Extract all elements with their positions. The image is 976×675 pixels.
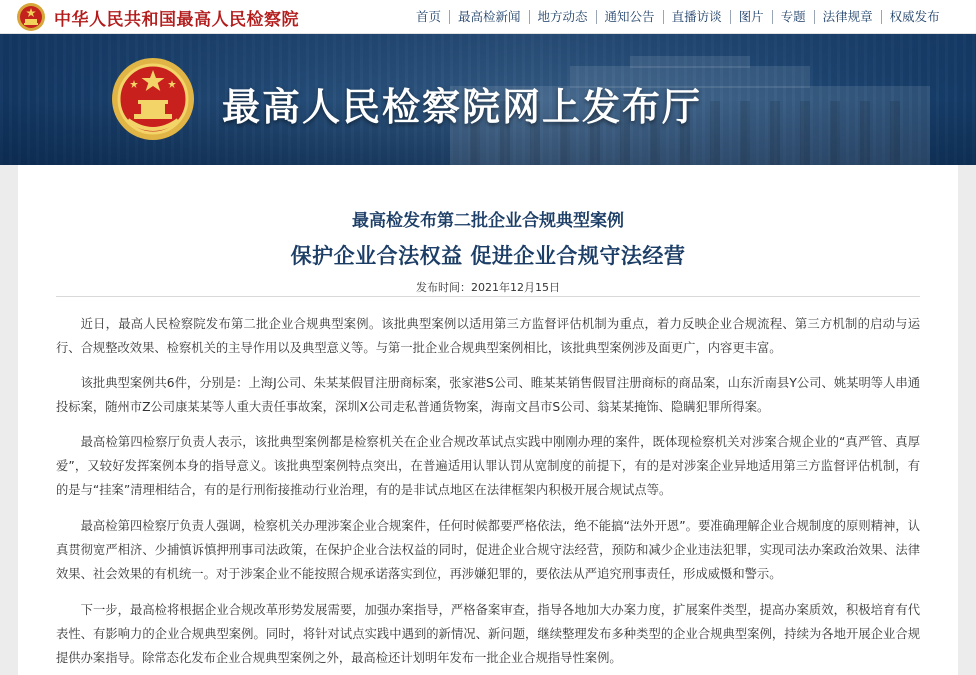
- paragraph-1: 近日，最高人民检察院发布第二批企业合规典型案例。该批典型案例以适用第三方监督评估机制为重点，着力反映企业合规流程、第三方机制的启动与运行、合规整改效果、检察机关的主导作用以及典型意义等。与第一批企业合规典型案例相比，该批典型案例涉及面更广，内容更丰富。: [56, 317, 920, 355]
- top-bar: [0, 0, 976, 34]
- publish-time: 发布时间：2021年12月15日: [416, 281, 560, 294]
- article-subtitle: 最高检发布第二批企业合规典型案例: [352, 211, 624, 231]
- paragraph-2: 该批典型案例共6件，分别是：上海J公司、朱某某假冒注册商标案，张家港S公司、睢某某销售假冒注册商标的商品案，山东沂南县Y公司、姚某明等人串通投标案，随州市Z公司康某某等人重大责任事故案，深圳X公司走私普通货物案，海南文昌市S公司、翁某某掩饰、隐瞒犯罪所得案。: [56, 376, 920, 414]
- nav-photos[interactable]: 图片: [730, 10, 772, 24]
- nav-news[interactable]: 最高检新闻: [449, 10, 529, 24]
- banner: [0, 34, 976, 165]
- divider: [56, 296, 920, 297]
- banner-title: 最高人民检察院网上发布厅: [222, 84, 703, 129]
- nav-home[interactable]: 首页: [416, 9, 442, 24]
- article-content: [18, 165, 958, 675]
- procuratorate-emblem-icon[interactable]: [16, 2, 46, 32]
- paragraph-3: 最高检第四检察厅负责人表示，该批典型案例都是检察机关在企业合规改革试点实践中刚刚办理的案件，既体现检察机关对涉案合规企业的“真严管、真厚爱”，又较好发挥案例本身的指导意义。该批典型案例特点突出，在普遍适用认罪认罚从宽制度的前提下，有的是对涉案企业异地适用第三方监督评估机制，有的是与“挂案”清理相结合，有的是行刑衔接推动行业治理，有的是非试点地区在法律框架内积极开展合规试点等。: [56, 435, 920, 497]
- site-name[interactable]: 中华人民共和国最高人民检察院: [54, 10, 299, 30]
- nav-laws[interactable]: 法律规章: [814, 10, 881, 24]
- main-nav: [408, 0, 948, 34]
- article-title: 保护企业合法权益 促进企业合规守法经营: [290, 244, 686, 268]
- nav-topics[interactable]: 专题: [772, 10, 814, 24]
- nav-live[interactable]: 直播访谈: [663, 10, 730, 24]
- paragraph-4: 最高检第四检察厅负责人强调，检察机关办理涉案企业合规案件，任何时候都要严格依法，绝不能搞“法外开恩”。要准确理解企业合规制度的原则精神，认真贯彻宽严相济、少捕慎诉慎押刑事司法政策，在保护企业合法权益的同时，促进企业合规守法经营，预防和减少企业违法犯罪，实现司法办案政治效果、法律效果、社会效果的有机统一。对于涉案企业不能按照合规承诺落实到位，再涉嫌犯罪的，要依法从严追究刑事责任，形成威慑和警示。: [56, 519, 920, 581]
- national-emblem-icon: [110, 56, 196, 142]
- nav-notices[interactable]: 通知公告: [596, 10, 663, 24]
- nav-releases[interactable]: 权威发布: [881, 10, 948, 24]
- paragraph-5: 下一步，最高检将根据企业合规改革形势发展需要，加强办案指导，严格备案审查，指导各地加大办案力度，扩展案件类型，提高办案质效，积极培育有代表性、有影响力的企业合规典型案例。同时，将针对试点实践中遇到的新情况、新问题，继续整理发布多种类型的企业合规典型案例，持续为各地开展企业合规提供办案指导。除常态化发布企业合规典型案例之外，最高检还计划明年发布一批企业合规指导性案例。: [56, 603, 920, 665]
- nav-local[interactable]: 地方动态: [529, 10, 596, 24]
